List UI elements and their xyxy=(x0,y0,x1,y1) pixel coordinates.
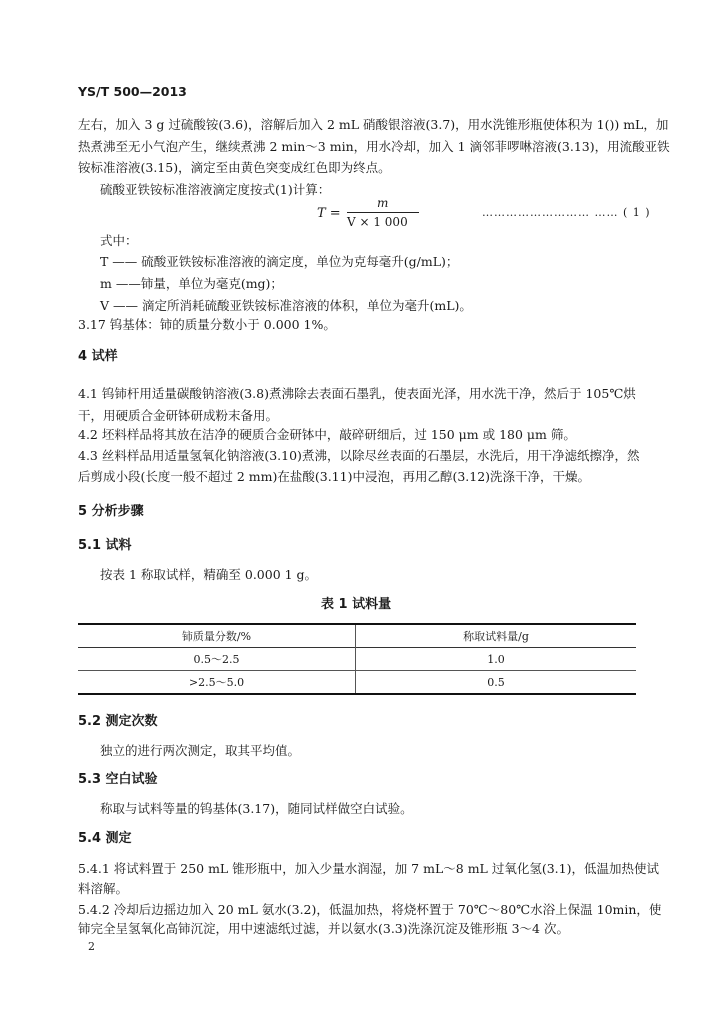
table-cell: >2.5～5.0 xyxy=(78,671,356,695)
where-item-v: V —— 滴定所消耗硫酸亚铁铵标准溶液的体积，单位为毫升(mL)。 xyxy=(100,298,472,313)
formula-lhs: T = xyxy=(317,206,341,221)
clause-5-2-text: 独立的进行两次测定，取其平均值。 xyxy=(100,743,301,758)
table-cell: 0.5 xyxy=(487,675,505,689)
paragraph-line: 左右，加入 3 g 过硫酸铵(3.6)，溶解后加入 2 mL 硝酸银溶液(3.7)，用水洗锥形瓶使体积为 1()) mL，加 xyxy=(78,117,669,132)
subsection-heading-5-1: 5.1 试料 xyxy=(78,538,132,553)
leader-dots: ……………………… …… xyxy=(482,206,619,219)
table-cell: 0.5～2.5 xyxy=(78,648,356,671)
sample-mass-table xyxy=(78,623,636,695)
section-heading-4: 4 试样 xyxy=(78,349,118,364)
table-header-cell: 铈质量分数/% xyxy=(78,624,356,648)
subsection-heading-5-3: 5.3 空白试验 xyxy=(78,772,158,787)
formula-denominator: V × 1 000 xyxy=(347,215,408,229)
clause-5-4-2-cont: 铈完全呈氢氧化高铈沉淀，用中速滤纸过滤，并以氨水(3.3)洗涤沉淀及锥形瓶 3～4 次。 xyxy=(78,921,569,936)
table-header-row xyxy=(78,624,636,648)
clause-5-4-1: 5.4.1 将试料置于 250 mL 锥形瓶中，加入少量水润湿，加 7 mL～8 mL 过氧化氢(3.1)，低温加热使试 xyxy=(78,861,659,876)
clause-5-4-2: 5.4.2 冷却后边摇边加入 20 mL 氨水(3.2)，低温加热，将烧杯置于 70℃～80℃水浴上保温 10min，使 xyxy=(78,902,662,917)
formula-1 xyxy=(317,196,447,234)
paragraph-line: 热煮沸至无小气泡产生，继续煮沸 2 min～3 min，用水冷却，加入 1 滴邻菲啰啉溶液(3.13)，用流酸亚铁 xyxy=(78,139,670,154)
clause-4-3: 4.3 丝料样品用适量氢氧化钠溶液(3.10)煮沸，以除尽丝表面的石墨层，水洗后，用干净滤纸擦净，然 xyxy=(78,448,640,463)
section-heading-5: 5 分析步骤 xyxy=(78,504,144,519)
subsection-heading-5-4: 5.4 测定 xyxy=(78,831,132,846)
where-item-m: m ——铈量，单位为毫克(mg)； xyxy=(100,276,283,291)
fraction-bar xyxy=(347,212,419,213)
clause-3-17: 3.17 钨基体：铈的质量分数小于 0.000 1%。 xyxy=(78,317,336,332)
clause-4-3-cont: 后剪成小段(长度一般不超过 2 mm)在盐酸(3.11)中浸泡，再用乙醇(3.12)洗涤干净，干燥。 xyxy=(78,469,591,484)
page-number: 2 xyxy=(88,940,95,953)
clause-4-2: 4.2 坯料样品将其放在洁净的硬质合金研钵中，敲碎研细后，过 150 μm 或 180 μm 筛。 xyxy=(78,427,576,442)
clause-5-1-text: 按表 1 称取试样，精确至 0.000 1 g。 xyxy=(100,567,318,582)
table-header-cell: 称取试料量/g xyxy=(463,630,529,643)
clause-5-3-text: 称取与试料等量的钨基体(3.17)，随同试样做空白试验。 xyxy=(100,801,413,816)
table-title: 表 1 试料量 xyxy=(321,597,392,612)
clause-4-1-cont: 干，用硬质合金研钵研成粉末备用。 xyxy=(78,408,279,423)
where-item-t: T —— 硫酸亚铁铵标准溶液的滴定度，单位为克每毫升(g/mL)； xyxy=(100,254,459,269)
table-row xyxy=(78,671,636,695)
formula-numerator: m xyxy=(377,196,389,210)
standard-number: YS/T 500—2013 xyxy=(78,84,187,99)
clause-4-1: 4.1 钨铈杆用适量碳酸钠溶液(3.8)煮沸除去表面石墨乳，使表面光泽，用水洗干净，然后于 105℃烘 xyxy=(78,386,636,401)
where-intro: 式中： xyxy=(100,233,138,248)
formula-number: ( 1 ) xyxy=(623,206,651,219)
paragraph-line: 硫酸亚铁铵标准溶液滴定度按式(1)计算： xyxy=(100,182,331,197)
table-cell: 1.0 xyxy=(487,652,505,666)
subsection-heading-5-2: 5.2 测定次数 xyxy=(78,714,158,729)
formula-leader xyxy=(482,206,651,219)
table-row xyxy=(78,648,636,671)
paragraph-line: 铵标准溶液(3.15)，滴定至由黄色突变成红色即为终点。 xyxy=(78,160,391,175)
clause-5-4-1-cont: 料溶解。 xyxy=(78,881,129,896)
